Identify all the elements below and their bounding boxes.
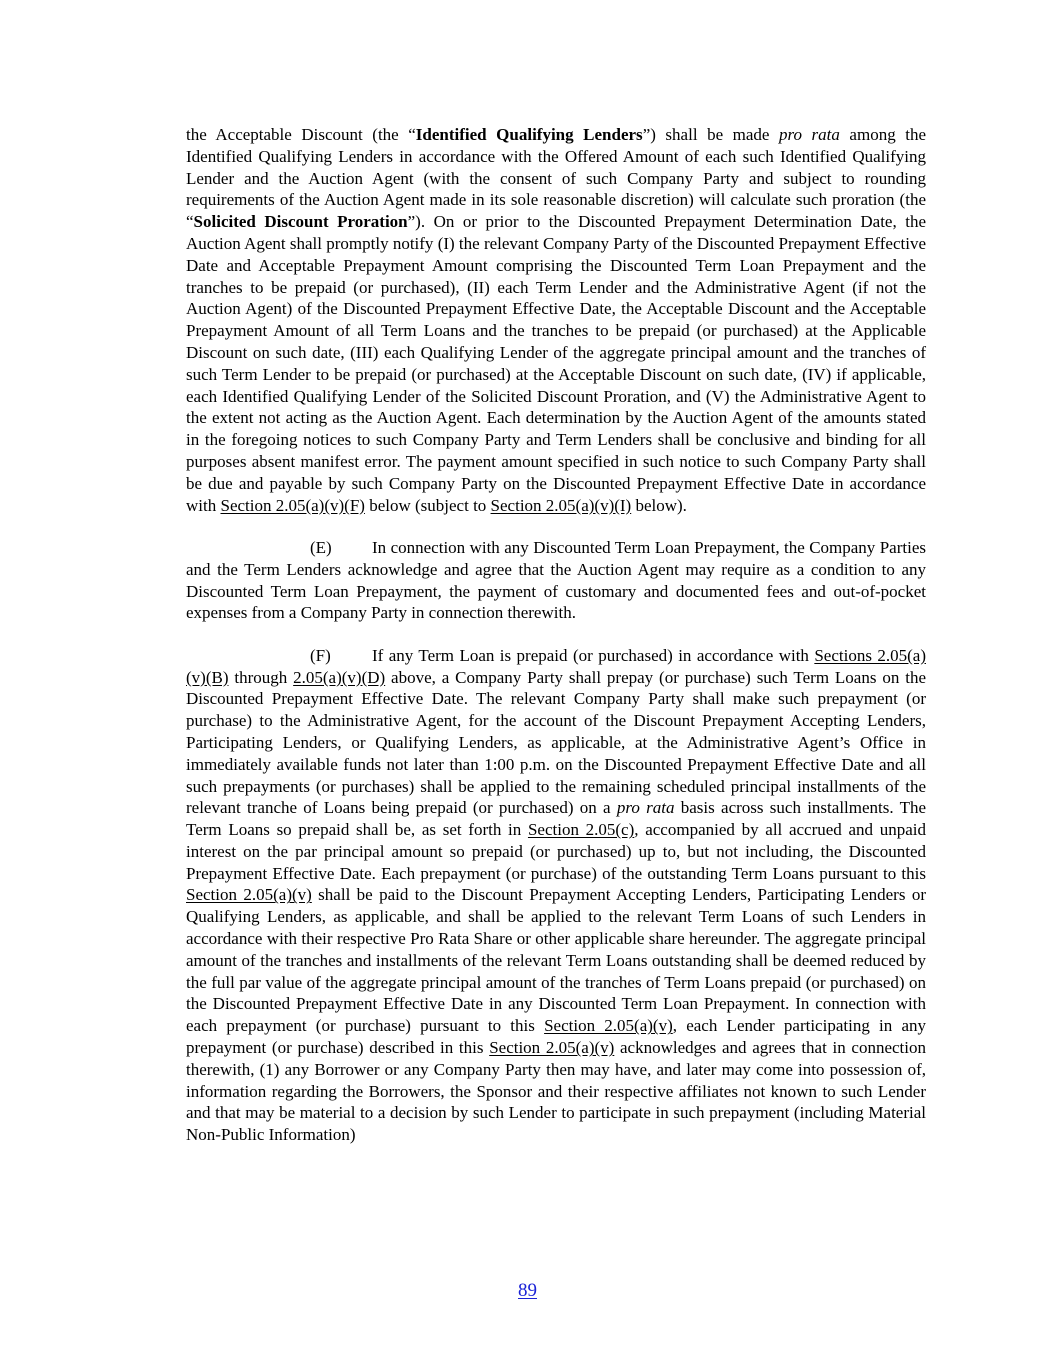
defined-term-identified-qualifying-lenders: Identified Qualifying Lenders: [415, 125, 643, 144]
text-run: If any Term Loan is prepaid (or purchased) in accordance with: [372, 645, 815, 665]
section-reference: Section 2.05(a)(v): [489, 1038, 615, 1058]
clause-label-e: (E): [310, 537, 332, 557]
text-run: ”). On or prior to the Discounted Prepayment Determination Date, the Auction Agent shall promptly notify (I) the relevant Company Party of the Discounted Prepayment Effective Date and Acceptable Prepayment Amount comprising the Discounted Term Loan Prepayment and the tranches to be prepaid (or purchased), (II) each Term Lender and the Administrative Agent (if not the Auction Agent) of the Discounted Prepayment Effective Date, the Acceptable Discount and the Acceptable Prepayment Amount of all Term Loans and the tranches to be prepaid (or purchased) at the Applicable Discount on such date, (III) each Qualifying Lender of the aggregate principal amount and the tranches of such Term Lender to be prepaid (or purchased) at the Acceptable Discount on such date, (IV) if applicable, each Identified Qualifying Lender of the Solicited Discount Proration, and (V) the Administrative Agent to the extent not acting as the Auction Agent. Each determination by the Auction Agent of the amounts stated in the foregoing notices to such Company Party and Term Lenders shall be conclusive and binding for all purposes absent manifest error. The payment amount specified in such notice to such Company Party shall be due and payable by such Company Party on the Discounted Prepayment Effective Date in accordance with: [186, 212, 926, 515]
text-run: above, a Company Party shall prepay (or purchase) such Term Loans on the Discounted Prepayment Effective Date. The relevant Company Party shall make such prepayment (or purchase) to the Administrative Agent, for the account of the Discount Prepayment Accepting Lenders, Participating Lenders, or Qualifying Lenders, as applicable, at the Administrative Agent’s Office in immediately available funds not later than 1:00 p.m. on the Discounted Prepayment Effective Date and all such prepayments (or purchases) shall be applied to the remaining scheduled principal installments of the relevant tranche of Loans being prepaid (or purchased) on a: [186, 667, 926, 818]
text-run: In connection with any Discounted Term Loan Prepayment, the Company Parties and the Term Lenders acknowledge and agree that the Auction Agent may require as a condition to any Discounted Term Loan Prepayment, the payment of customary and documented fees and out-of-pocket expenses from a Company Party in connection therewith.: [186, 537, 926, 623]
text-run: , each Lender participating in any prepayment (or purchase) described in this: [186, 1016, 927, 1058]
text-run: ”) shall be made: [642, 125, 780, 144]
document-body: [186, 124, 926, 1146]
text-run: basis across such installments. The Term Loans so prepaid shall be, as set forth in: [186, 798, 927, 840]
text-run: acknowledges and agrees that in connection therewith, (1) any Borrower or any Company Party then may have, and later may come into possession of, information regarding the Borrowers, the Sponsor and their respective affiliates not known to such Lender and that may be material to a decision by such Lender to participate in such prepayment (including Material Non-Public Information): [186, 1038, 926, 1145]
text-run: , accompanied by all accrued and unpaid interest on the par principal amount so prepaid (or purchased) up to, but not including, the Discounted Prepayment Effective Date. Each prepayment (or purchase) of the outstanding Term Loans pursuant to this: [186, 820, 927, 883]
paragraph-f: [186, 645, 926, 1146]
italic-term: pro rata: [616, 798, 675, 818]
text-run: below).: [631, 495, 687, 515]
section-reference: Section 2.05(a)(v)(I): [490, 495, 632, 515]
section-reference: Section 2.05(a)(v): [544, 1016, 673, 1036]
text-run: below (subject to: [364, 495, 491, 515]
clause-label-f: (F): [310, 645, 331, 665]
text-run: through: [228, 667, 294, 687]
section-reference: Section 2.05(c): [527, 820, 635, 840]
section-reference: Sections 2.05(a)(v)(B): [186, 645, 926, 687]
text-run: the Acceptable Discount (the “: [186, 125, 416, 144]
section-reference: 2.05(a)(v)(D): [293, 667, 386, 687]
text-run: shall be paid to the Discount Prepayment Accepting Lenders, Participating Lenders or Qualifying Lenders, as applicable, and shall be applied to the relevant Term Loans of such Lenders in accordance with their respective Pro Rata Share or other applicable share hereunder. The aggregate principal amount of the tranches and installments of the relevant Term Loans outstanding shall be deemed reduced by the full par value of the aggregate principal amount of the tranches of Term Loans prepaid (or purchased) on the Discounted Prepayment Effective Date in any Discounted Term Loan Prepayment. In connection with each prepayment (or purchase) pursuant to this: [186, 885, 926, 1036]
page-number-link[interactable]: 89: [518, 1280, 537, 1301]
section-reference: Section 2.05(a)(v)(F): [220, 495, 365, 515]
defined-term-solicited-discount-proration: Solicited Discount Proration: [193, 212, 408, 232]
section-reference: Section 2.05(a)(v): [186, 885, 312, 905]
text-run: among the Identified Qualifying Lenders in accordance with the Offered Amount of each such Identified Qualifying Lender and the Auction Agent (with the consent of such Company Party and subject to rounding requirements of the Auction Agent made in its sole reasonable discretion) will calculate such proration (the “: [186, 125, 927, 232]
paragraph-continuation: [186, 124, 926, 516]
italic-term: pro rata: [779, 125, 840, 144]
paragraph-e: [186, 537, 926, 624]
